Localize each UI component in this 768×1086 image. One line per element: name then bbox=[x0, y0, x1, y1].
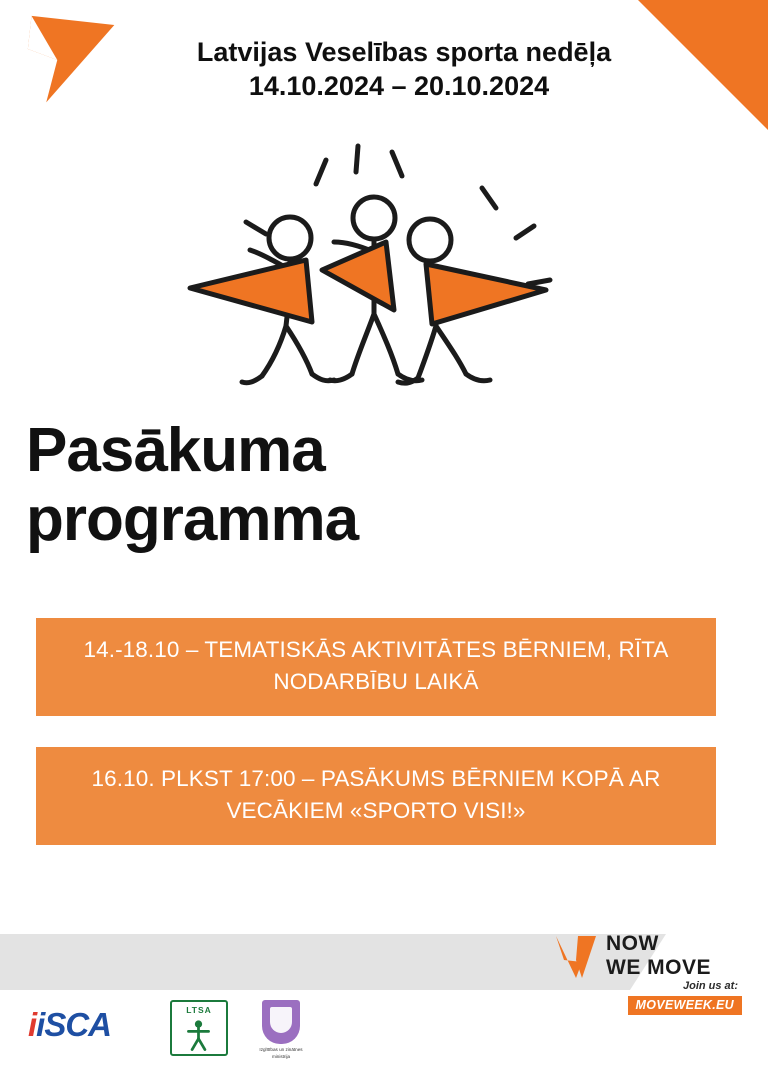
ministry-line1: Izglītības un zinātnes bbox=[259, 1047, 303, 1052]
footer-band bbox=[0, 934, 630, 990]
header-title-line1: Latvijas Veselības sporta nedēļa bbox=[196, 37, 612, 67]
header-date-range: 14.10.2024 – 20.10.2024 bbox=[248, 70, 550, 101]
nowwemove-wordmark bbox=[606, 932, 711, 979]
join-us-label: Join us at: bbox=[682, 980, 738, 992]
moveweek-url[interactable]: MOVEWEEK.EU bbox=[628, 996, 742, 1015]
page-title-line2: programma bbox=[26, 485, 359, 555]
nowwemove-line2: WE MOVE bbox=[606, 955, 712, 979]
ministry-crest-icon bbox=[262, 1000, 300, 1044]
nowwemove-mark-icon bbox=[552, 932, 600, 982]
hero-illustration-people bbox=[130, 130, 610, 420]
partner-logos bbox=[22, 1000, 362, 1080]
isca-logo-text: iSCA bbox=[36, 1006, 112, 1043]
nowwemove-logo bbox=[552, 930, 742, 1030]
program-item: 14.-18.10 – TEMATISKĀS AKTIVITĀTES BĒRNIEM, RĪTA NODARBĪBU LAIKĀ bbox=[36, 618, 716, 716]
program-list bbox=[36, 618, 716, 845]
lssa-logo-text: LTSA bbox=[186, 1005, 212, 1015]
ministry-logo-text bbox=[250, 1047, 312, 1061]
page-title bbox=[26, 416, 726, 555]
isca-logo-accent: i bbox=[28, 1006, 37, 1043]
poster-header bbox=[0, 36, 768, 104]
ministry-line2: ministrija bbox=[271, 1053, 291, 1059]
ministry-logo bbox=[250, 1000, 312, 1061]
program-item: 16.10. PLKST 17:00 – PASĀKUMS BĒRNIEM KOPĀ AR VECĀKIEM «SPORTO VISI!» bbox=[36, 747, 716, 845]
isca-logo bbox=[28, 1006, 111, 1044]
page-title-line1: Pasākuma bbox=[26, 416, 325, 485]
lssa-logo bbox=[170, 1000, 228, 1056]
nowwemove-line1: NOW bbox=[606, 932, 659, 955]
